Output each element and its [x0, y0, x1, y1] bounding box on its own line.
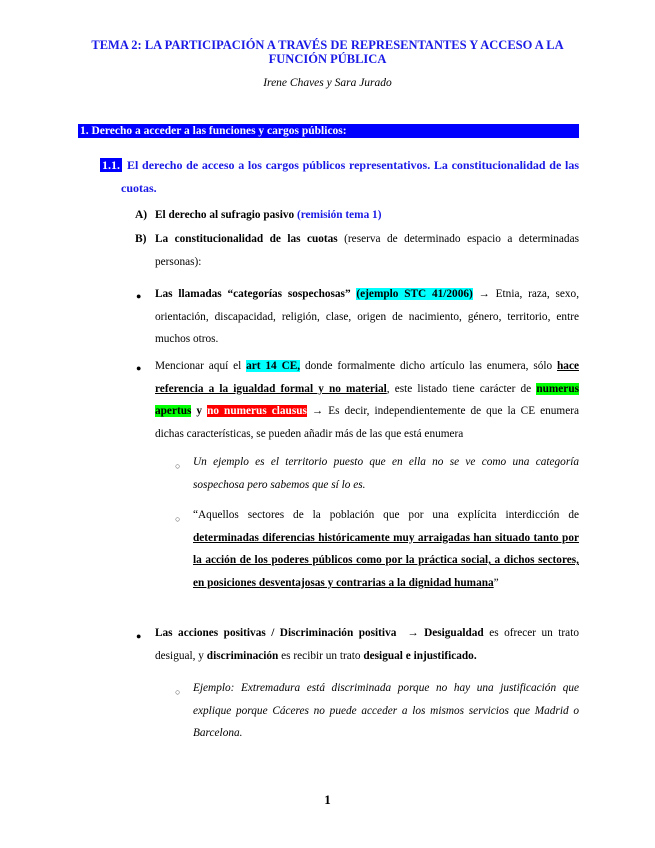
- bullet1-text: → Etnia, raza, sexo, orientación, discapacidad, religión, clase, origen de nacimiento, género, territorio, entre muchos otros.: [155, 288, 580, 345]
- sub2-underlined: determinadas diferencias históricamente muy arraigadas han situado tanto por la acción de los poderes públicos como por la práctica social, a dichos sectores, en posiciones desventajosas y contrarias a la dignidad humana: [193, 531, 579, 589]
- sub-item-ejemplo: Ejemplo: Extremadura está discriminada porque no hay una justificación que explique porque Cáceres no puede acceder a los mismos servicios que Madrid o Barcelona.: [193, 682, 579, 739]
- list-b-text: (reserva de determinado espacio a determinadas personas):: [155, 233, 579, 268]
- bullet-item-art14: [155, 355, 579, 445]
- bullet2-highlight-green: numerus apertus: [155, 382, 579, 417]
- bullet3-arrow: →: [396, 627, 425, 639]
- list-a-reference: (remisión tema 1): [296, 209, 382, 221]
- sub-item-territorio: Un ejemplo es el territorio puesto que en ella no se ve como una categoría sospechosa pero sabemos que sí lo es.: [193, 456, 579, 491]
- list-b-bold: La constitucionalidad de las cuotas: [155, 233, 338, 245]
- bullet1-highlight: (ejemplo STC 41/2006): [356, 288, 473, 300]
- bullet-item-categorias: [155, 283, 579, 351]
- bullet1-bold: Las llamadas “categorías sospechosas”: [155, 288, 351, 300]
- list-item-b: [155, 228, 579, 273]
- bullet3-bold-4: desigual e injustificado.: [363, 649, 477, 662]
- bullet2-underlined: hace referencia a la igualdad formal y no material: [155, 360, 579, 395]
- subsection-heading: [102, 154, 579, 200]
- bullet3-text-1: es ofrecer un trato desigual, y: [155, 627, 579, 662]
- bullet2-highlight-art: art 14 CE,: [246, 360, 301, 372]
- bullet2-conjunction: y: [191, 405, 208, 417]
- list-item-a: [155, 204, 579, 227]
- subsection-text: El derecho de acceso a los cargos públicos representativos. La constitucionalidad de las cuotas.: [121, 158, 579, 195]
- bullet2-text-4: → Es decir, independientemente de que la CE enumera dichas características, se pueden añadir más de las que está enumera: [155, 405, 579, 440]
- bullet3-bold-3: discriminación: [206, 649, 279, 662]
- bullet-icon: ●: [136, 631, 142, 641]
- document-title: TEMA 2: LA PARTICIPACIÓN A TRAVÉS DE REPRESENTANTES Y ACCESO A LA FUNCIÓN PÚBLICA: [91, 38, 564, 66]
- bullet2-highlight-red: no numerus clausus: [207, 405, 307, 417]
- bullet2-text-2: donde formalmente dicho artículo las enumera, sólo: [300, 360, 558, 372]
- authors-line: Irene Chaves y Sara Jurado: [263, 77, 392, 89]
- bullet2-text-3: , este listado tiene carácter de: [386, 382, 537, 395]
- list-marker-b: B): [135, 233, 147, 245]
- bullet2-text-1: Mencionar aquí el: [155, 360, 247, 372]
- circle-bullet-icon: ○: [175, 461, 181, 471]
- bullet3-bold-2: Desigualdad: [424, 627, 484, 639]
- bullet3-bold-1: Las acciones positivas / Discriminación positiva: [155, 627, 397, 639]
- sub2-text-2: ”: [493, 576, 499, 589]
- section-heading: 1. Derecho a acceder a las funciones y cargos públicos:: [78, 124, 579, 138]
- sub2-text-1: “Aquellos sectores de la población que por una explícita interdicción de: [193, 509, 579, 521]
- circle-bullet-icon: ○: [175, 514, 181, 524]
- list-a-bold: El derecho al sufragio pasivo: [155, 209, 295, 221]
- bullet3-text-2: es recibir un trato: [278, 649, 364, 662]
- circle-bullet-icon: ○: [175, 687, 181, 697]
- list-marker-a: A): [135, 209, 148, 221]
- bullet-item-acciones: [155, 622, 579, 667]
- sub-item-quote: [193, 504, 579, 594]
- bullet-icon: ●: [136, 291, 142, 301]
- bullet-icon: ●: [136, 363, 142, 373]
- subsection-number: 1.1.: [102, 158, 120, 172]
- page-number: 1: [324, 792, 331, 807]
